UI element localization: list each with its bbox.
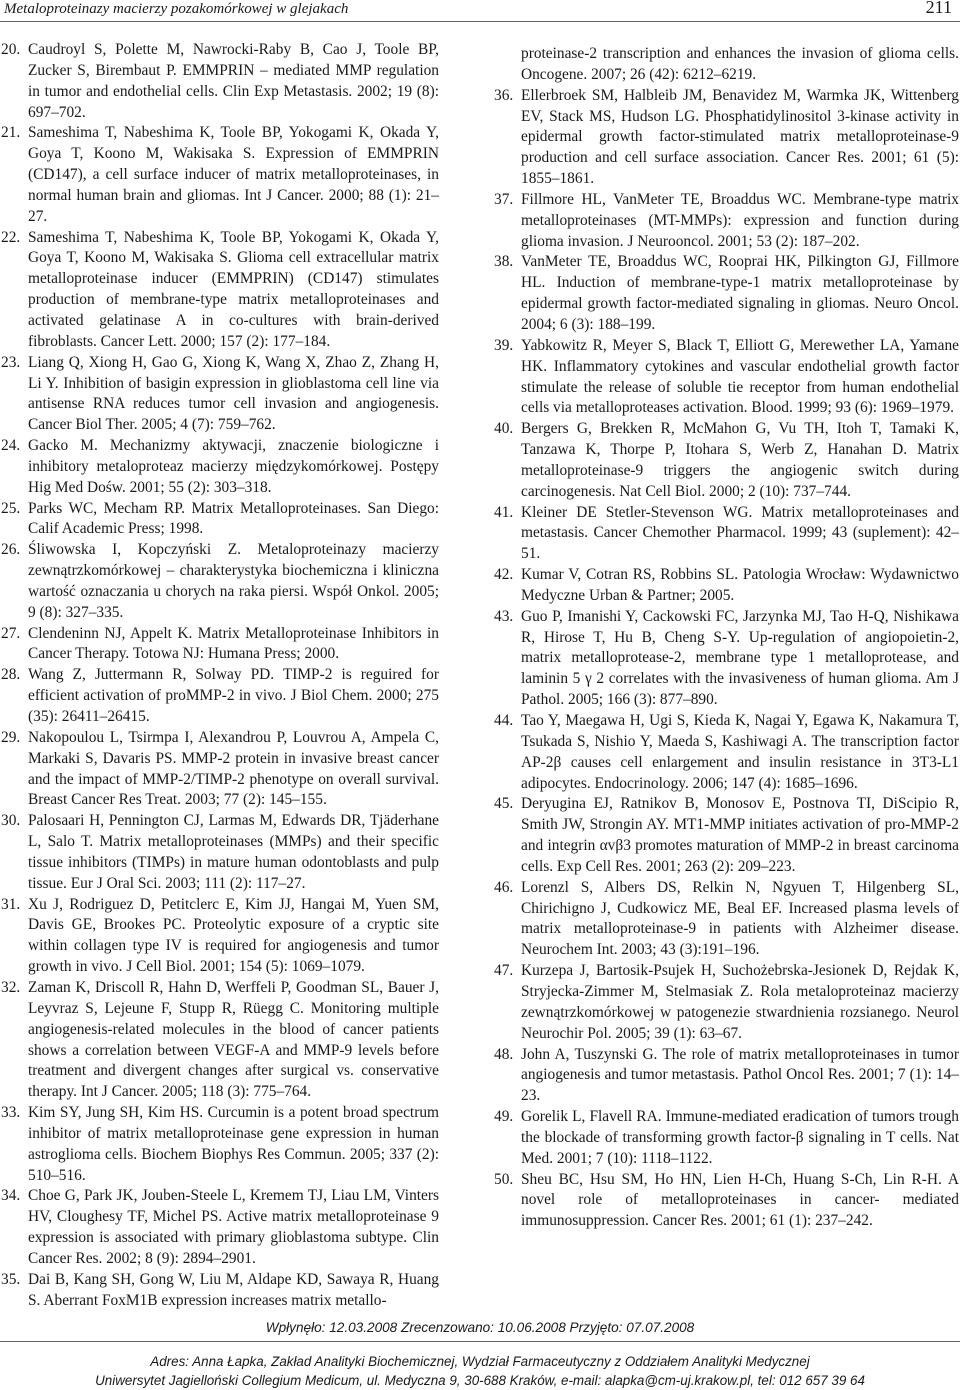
- reference-text: Guo P, Imanishi Y, Cackowski FC, Jarzynka MJ, Tao H-Q, Nishikawa R, Hirose T, Hu B, Cheng S-Y. Up-regulation of angiopoietin-2, matrix metalloprotease-2, membrane type 1 metalloprotease, and laminin 5 γ 2 correlates with the invasiveness of human glioma. Am J Pathol. 2005; 166 (3): 877–890.: [521, 607, 959, 709]
- reference-text: Wang Z, Juttermann R, Solway PD. TIMP-2 is reguired for efficient activation of proMMP-2 in vivo. J Biol Chem. 2000; 275 (35): 26411–26415.: [28, 666, 439, 725]
- reference-number: 31.: [1, 895, 21, 913]
- reference-number: 24.: [1, 437, 21, 455]
- reference-number: 47.: [494, 962, 514, 980]
- reference-number: 39.: [494, 336, 514, 354]
- reference-entry: [494, 1170, 959, 1233]
- reference-number: 49.: [494, 1108, 514, 1126]
- reference-text: Clendeninn NJ, Appelt K. Matrix Metalloproteinase Inhibitors in Cancer Therapy. Totowa NJ: Humana Press; 2000.: [28, 624, 439, 663]
- address-line-1: Adres: Anna Łapka, Zakład Analityki Biochemicznej, Wydział Farmaceutyczny z Oddziałem Analityki Medycznej: [150, 1354, 810, 1369]
- reference-entry: [1, 895, 439, 978]
- correspondence-address: [0, 1352, 960, 1390]
- reference-entry: [494, 607, 959, 711]
- reference-text: Bergers G, Brekken R, McMahon G, Vu TH, Itoh T, Tamaki K, Tanzawa K, Thorpe P, Itohara S, Werb Z, Hanahan D. Matrix metalloproteinase-9 triggers the angiogenic switch during carcinogenesis. Nat Cell Biol. 2000; 2 (10): 737–744.: [521, 420, 959, 500]
- reference-entry: [494, 336, 959, 419]
- reference-entry: [494, 1107, 959, 1170]
- reference-number: 37.: [494, 190, 514, 208]
- reference-text: Kurzepa J, Bartosik-Psujek H, Suchożebrska-Jesionek D, Rejdak K, Stryjecka-Zimmer M, Stelmasiak Z. Rola metaloproteinaz macierzy zewnątrzkomórkowej w patogenezie stwardnienia rozsianego. Neurol Neurochir Pol. 2005; 39 (1): 63–67.: [521, 962, 959, 1042]
- reference-number: 23.: [1, 353, 21, 371]
- reference-number: 48.: [494, 1045, 514, 1063]
- reference-text: Śliwowska I, Kopczyński Z. Metaloproteinazy macierzy zewnątrzkomórkowej – charakterystyka biochemiczna i kliniczna wartość oznaczania u chorych na raka piersi. Współ Onkol. 2005; 9 (8): 327–335.: [28, 541, 439, 621]
- running-head: [4, 0, 956, 20]
- reference-number: 46.: [494, 878, 514, 896]
- reference-number: 22.: [1, 228, 21, 246]
- footer-rule: [0, 1341, 960, 1342]
- reference-text: Parks WC, Mecham RP. Matrix Metalloproteinases. San Diego: Calif Academic Press; 1998.: [28, 499, 439, 538]
- reference-text: Yabkowitz R, Meyer S, Black T, Elliott G, Merewether LA, Yamane HK. Inflammatory cytokines and vascular endothelial growth factor stimulate the release of soluble tie receptor from human endothelial cells via metalloproteases activation. Blood. 1999; 93 (6): 1969–1979.: [521, 336, 959, 417]
- reference-entry: [494, 503, 959, 566]
- reference-text: Tao Y, Maegawa H, Ugi S, Kieda K, Nagai Y, Egawa K, Nakamura T, Tsukada S, Nishio Y, Maeda S, Kashiwagi A. The transcription factor AP-2β causes cell enlargement and insulin resistance in 3T3-L1 adipocytes. Endocrinology. 2006; 147 (4): 1685–1696.: [521, 712, 959, 792]
- reference-entry: [1, 228, 439, 353]
- page-number: 211: [925, 0, 952, 17]
- reference-text: Dai B, Kang SH, Gong W, Liu M, Aldape KD, Sawaya R, Huang S. Aberrant FoxM1B expression increases matrix metallo-: [28, 1270, 439, 1309]
- reference-entry: [494, 44, 959, 86]
- reference-entry: [1, 40, 439, 123]
- reference-entry: [494, 190, 959, 253]
- reference-number: 28.: [1, 666, 21, 684]
- reference-text: Gacko M. Mechanizmy aktywacji, znaczenie biologiczne i inhibitory metaloproteaz macierzy międzykomórkowej. Postępy Hig Med Dośw. 2001; 55 (2): 303–318.: [28, 437, 439, 496]
- reference-number: 36.: [494, 86, 514, 104]
- reference-entry: [1, 540, 439, 623]
- running-title: Metaloproteinazy macierzy pozakomórkowej w glejakach: [4, 1, 349, 17]
- reference-entry: [494, 1045, 959, 1108]
- reference-number: 29.: [1, 728, 21, 746]
- reference-entry: [494, 711, 959, 794]
- reference-number: 50.: [494, 1170, 514, 1188]
- reference-number: 44.: [494, 712, 514, 729]
- reference-entry: [494, 878, 959, 961]
- reference-number: 30.: [1, 812, 21, 830]
- reference-number: 43.: [494, 607, 514, 625]
- reference-entry: [494, 419, 959, 502]
- reference-entry: [494, 86, 959, 190]
- reference-entry: [1, 811, 439, 894]
- reference-entry: [494, 252, 959, 335]
- reference-number: 34.: [1, 1187, 21, 1205]
- reference-text: Nakopoulou L, Tsirmpa I, Alexandrou P, Louvrou A, Ampela C, Markaki S, Davaris PS. MMP-2 protein in invasive breast cancer and the impact of MMP-2/TIMP-2 phenotype on overall survival. Breast Cancer Res Treat. 2003; 77 (2): 145–155.: [28, 728, 439, 809]
- reference-entry: [1, 1270, 439, 1312]
- reference-number: 26.: [1, 541, 21, 559]
- reference-text: John A, Tuszynski G. The role of matrix metalloproteinases in tumor angiogenesis and tumor metastasis. Pathol Oncol Res. 2001; 7 (1): 14–23.: [521, 1045, 959, 1105]
- reference-entry: [1, 1186, 439, 1269]
- reference-text: Ellerbroek SM, Halbleib JM, Benavidez M, Warmka JK, Wittenberg EV, Stack MS, Hudson LG. Phosphatidylinositol 3-kinase activity in epidermal growth factor-stimulated matrix metalloproteinase-9 production and cell surface association. Cancer Res. 2001; 61 (5): 1855–1861.: [521, 86, 959, 188]
- reference-entry: [1, 436, 439, 499]
- right-reference-column: [494, 44, 959, 1232]
- submission-dates: Wpłynęło: 12.03.2008 Zrecenzowano: 10.06.2008 Przyjęto: 07.07.2008: [265, 1320, 695, 1335]
- reference-text: Sameshima T, Nabeshima K, Toole BP, Yokogami K, Okada Y, Goya T, Koono M, Wakisaka S. Glioma cell extracellular matrix metalloproteinase inducer (EMMPRIN) (CD147) stimulates production of membrane-type matrix metalloproteinases and activated gelatinase A in co-cultures with brain-derived fibroblasts. Cancer Lett. 2000; 157 (2): 177–184.: [28, 228, 439, 350]
- reference-entry: [1, 624, 439, 666]
- reference-text: Choe G, Park JK, Jouben-Steele L, Kremem TJ, Liau LM, Vinters HV, Cloughesy TF, Michel PS. Active matrix metalloproteinase 9 expression is associated with primary glioblastoma subtype. Clin Cancer Res. 2002; 8 (9): 2894–2901.: [28, 1187, 439, 1267]
- reference-number: 25.: [1, 499, 21, 517]
- reference-text: Kumar V, Cotran RS, Robbins SL. Patologia Wrocław: Wydawnictwo Medyczne Urban & Partner; 2005.: [521, 566, 959, 604]
- reference-text: Xu J, Rodriguez D, Petitclerc E, Kim JJ, Hangai M, Yuen SM, Davis GE, Brookes PC. Proteolytic exposure of a cryptic site within collagen type IV is required for angiogenesis and tumor growth in vivo. J Cell Biol. 2001; 154 (5): 1069–1079.: [28, 895, 439, 976]
- reference-text: Gorelik L, Flavell RA. Immune-mediated eradication of tumors trough the blockade of transforming growth factor-β signaling in T cells. Nat Med. 2001; 7 (10): 1118–1122.: [521, 1108, 959, 1167]
- reference-text: Sameshima T, Nabeshima K, Toole BP, Yokogami K, Okada Y, Goya T, Koono M, Wakisaka S. Expression of EMMPRIN (CD147), a cell surface inducer of matrix metalloproteinases, in normal human brain and gliomas. Int J Cancer. 2000; 88 (1): 21–27.: [28, 124, 439, 225]
- reference-number: 33.: [1, 1104, 21, 1122]
- reference-number: 35.: [1, 1270, 21, 1288]
- reference-entry: [494, 565, 959, 607]
- reference-number: 40.: [494, 420, 514, 438]
- reference-number: 32.: [1, 978, 21, 996]
- reference-entry: [494, 961, 959, 1044]
- header-rule: [0, 21, 960, 22]
- reference-entry: [1, 665, 439, 728]
- address-line-2: Uniwersytet Jagielloński Collegium Medicum, ul. Medyczna 9, 30-688 Kraków, e-mail: alapka@cm-uj.krakow.pl, tel: 012 657 39 64: [95, 1373, 865, 1388]
- reference-text: VanMeter TE, Broaddus WC, Rooprai HK, Pilkington GJ, Fillmore HL. Induction of membrane-type-1 matrix metalloproteinase by epidermal growth factor-mediated signaling in gliomas. Neuro Oncol. 2004; 6 (3): 188–199.: [521, 253, 959, 333]
- reference-entry: [1, 978, 439, 1103]
- reference-number: 38.: [494, 253, 514, 271]
- reference-entry: [494, 794, 959, 877]
- reference-entry: [1, 728, 439, 811]
- reference-text: Zaman K, Driscoll R, Hahn D, Werffeli P, Goodman SL, Bauer J, Leyvraz S, Lejeune F, Stupp R, Rüegg C. Monitoring multiple angiogenesis-related molecules in the blood of cancer patients shows a correlation between VEGF-A and MMP-9 levels before treatment and divergent changes after surgical vs. conservative therapy. Int J Cancer. 2005; 118 (3): 775–764.: [28, 978, 439, 1101]
- reference-text: Sheu BC, Hsu SM, Ho HN, Lien H-Ch, Huang S-Ch, Lin R-H. A novel role of metalloproteinases in cancer- mediated immunosuppression. Cancer Res. 2001; 61 (1): 237–242.: [521, 1170, 959, 1230]
- reference-text: Caudroyl S, Polette M, Nawrocki-Raby B, Cao J, Toole BP, Zucker S, Birembaut P. EMMPRIN – mediated MMP regulation in tumor and endothelial cells. Clin Exp Metastasis. 2002; 19 (8): 697–702.: [28, 41, 439, 121]
- reference-text: proteinase-2 transcription and enhances the invasion of glioma cells. Oncogene. 2007; 26 (42): 6212–6219.: [521, 45, 959, 83]
- reference-number: 20.: [1, 41, 21, 58]
- reference-text: Fillmore HL, VanMeter TE, Broaddus WC. Membrane-type matrix metalloproteinases (MT-MMPs): expression and function during glioma invasion. J Neurooncol. 2001; 53 (2): 187–202.: [521, 190, 959, 250]
- reference-number: 27.: [1, 624, 21, 642]
- reference-number: 21.: [1, 124, 21, 142]
- reference-entry: [1, 353, 439, 436]
- reference-entry: [1, 499, 439, 541]
- reference-text: Liang Q, Xiong H, Gao G, Xiong K, Wang X, Zhao Z, Zhang H, Li Y. Inhibition of basigin expression in glioblastoma cell line via antisense RNA reduces tumor cell invasion and angiogenesis. Cancer Biol Ther. 2005; 4 (7): 759–762.: [28, 353, 439, 434]
- reference-text: Deryugina EJ, Ratnikov B, Monosov E, Postnova TI, DiScipio R, Smith JW, Strongin AY. MT1-MMP initiates activation of pro-MMP-2 and integrin αvβ3 promotes maturation of MMP-2 in breast carcinoma cells. Exp Cell Res. 2001; 263 (2): 209–223.: [521, 795, 959, 875]
- reference-number: 41.: [494, 503, 514, 521]
- reference-number: 42.: [494, 566, 514, 584]
- reference-entry: [1, 1103, 439, 1186]
- reference-number: 45.: [494, 795, 514, 813]
- reference-text: Kleiner DE Stetler-Stevenson WG. Matrix metalloproteinases and metastasis. Cancer Chemother Pharmacol. 1999; 43 (suplement): 42–51.: [521, 503, 959, 563]
- reference-text: Kim SY, Jung SH, Kim HS. Curcumin is a potent broad spectrum inhibitor of matrix metalloproteinase gene expression in human astroglioma cells. Biochem Biophys Res Commun. 2005; 337 (2): 510–516.: [28, 1104, 439, 1184]
- reference-text: Lorenzl S, Albers DS, Relkin N, Ngyuen T, Hilgenberg SL, Chirichigno J, Cudkowicz ME, Beal EF. Increased plasma levels of matrix metalloproteinase-9 in patients with Alzheimer disease. Neurochem Int. 2003; 43 (3):191–196.: [521, 878, 959, 959]
- reference-entry: [1, 123, 439, 227]
- reference-text: Palosaari H, Pennington CJ, Larmas M, Edwards DR, Tjäderhane L, Salo T. Matrix metalloproteinases (MMPs) and their specific tissue inhibitors (TIMPs) in mature human odontoblasts and pulp tissue. Eur J Oral Sci. 2003; 111 (2): 117–27.: [28, 812, 439, 892]
- left-reference-column: [1, 40, 439, 1311]
